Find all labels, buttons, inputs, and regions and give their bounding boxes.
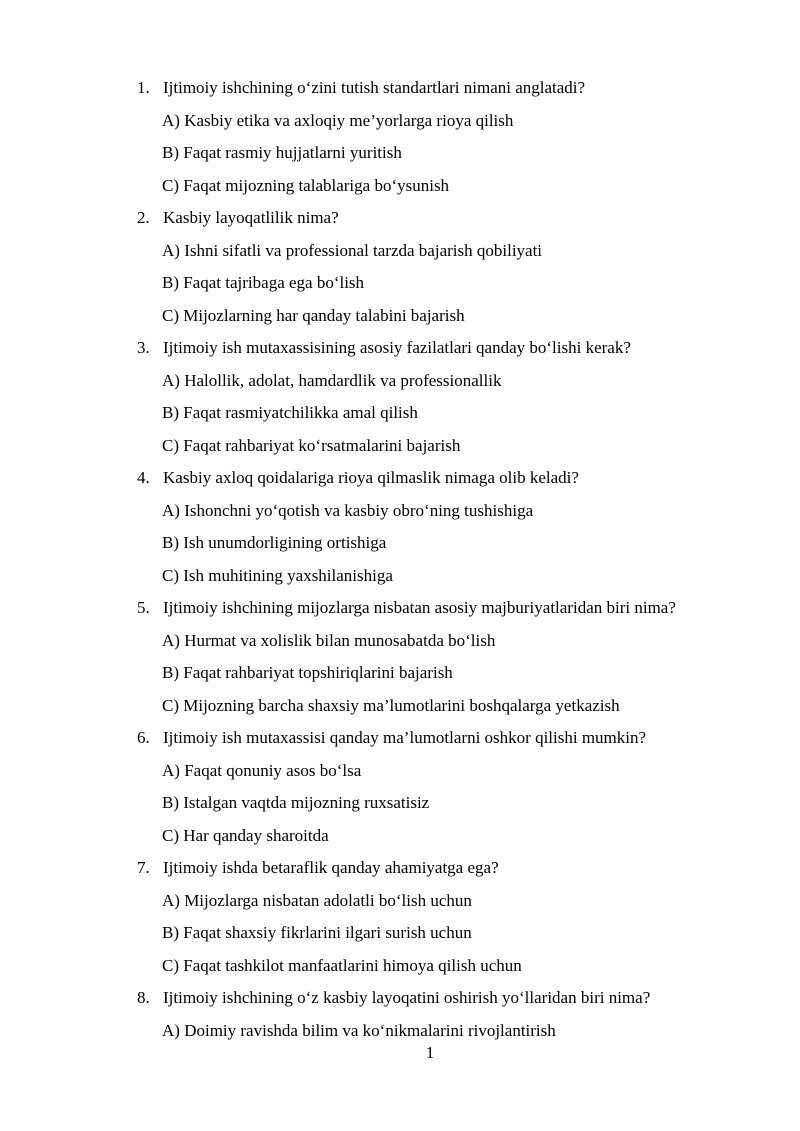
answer-option: C) Faqat rahbariyat ko‘rsatmalarini bajarish: [162, 435, 461, 455]
answer-option: C) Ish muhitining yaxshilanishiga: [162, 565, 393, 585]
question-number: 2.: [137, 208, 150, 227]
question-text: Ijtimoiy ish mutaxassisi qanday ma’lumotlarni oshkor qilishi mumkin?: [163, 728, 647, 747]
question-text: Ijtimoiy ishchining o‘z kasbiy layoqatini oshirish yo‘llaridan biri nima?: [163, 988, 651, 1007]
question-number: 8.: [137, 988, 150, 1007]
answer-option: A) Kasbiy etika va axloqiy me’yorlarga rioya qilish: [162, 110, 514, 130]
question-line: [0, 336, 800, 369]
answer-option: B) Faqat rasmiy hujjatlarni yuritish: [162, 143, 402, 162]
question-text: Ijtimoiy ishchining o‘zini tutish standartlari nimani anglatadi?: [163, 78, 586, 97]
question-line: [0, 76, 800, 109]
question-item: [0, 466, 800, 596]
answer-option: B) Faqat shaxsiy fikrlarini ilgari surish uchun: [162, 923, 472, 942]
answer-option: A) Ishni sifatli va professional tarzda bajarish qobiliyati: [162, 240, 543, 260]
question-line: [0, 466, 800, 499]
question-text: Ijtimoiy ish mutaxassisining asosiy fazilatlari qanday bo‘lishi kerak?: [163, 338, 631, 357]
question-text: Kasbiy layoqatlilik nima?: [163, 208, 339, 227]
answer-option: C) Mijozlarning har qanday talabini bajarish: [162, 305, 465, 325]
answer-option: A) Faqat qonuniy asos bo‘lsa: [162, 760, 362, 780]
answer-option: A) Doimiy ravishda bilim va ko‘nikmalarini rivojlantirish: [162, 1020, 556, 1040]
question-item: [0, 596, 800, 726]
question-number: 3.: [137, 338, 150, 357]
question-list: [0, 76, 800, 1051]
question-line: [0, 986, 800, 1019]
question-item: [0, 856, 800, 986]
question-number: 4.: [137, 468, 150, 487]
answer-option: B) Faqat rahbariyat topshiriqlarini bajarish: [162, 663, 453, 682]
answer-option: A) Mijozlarga nisbatan adolatli bo‘lish uchun: [162, 890, 472, 910]
answer-option: C) Faqat tashkilot manfaatlarini himoya qilish uchun: [162, 955, 522, 975]
question-text: Kasbiy axloq qoidalariga rioya qilmaslik nimaga olib keladi?: [163, 468, 579, 487]
answer-option: B) Ish unumdorligining ortishiga: [162, 533, 387, 552]
page-number: 1: [425, 1043, 435, 1062]
question-item: [0, 336, 800, 466]
question-line: [0, 206, 800, 239]
question-number: 5.: [137, 598, 150, 617]
question-item: [0, 76, 800, 206]
question-line: [0, 596, 800, 629]
answer-option: C) Mijozning barcha shaxsiy ma’lumotlarini boshqalarga yetkazish: [162, 695, 620, 715]
answer-option: B) Faqat rasmiyatchilikka amal qilish: [162, 403, 418, 422]
answer-option: A) Ishonchni yo‘qotish va kasbiy obro‘ning tushishiga: [162, 500, 534, 520]
answer-option: A) Halollik, adolat, hamdardlik va professionallik: [162, 370, 502, 390]
answer-option: B) Faqat tajribaga ega bo‘lish: [162, 273, 365, 292]
question-line: [0, 726, 800, 759]
question-line: [0, 856, 800, 889]
question-number: 7.: [137, 858, 150, 877]
answer-option: C) Faqat mijozning talablariga bo‘ysunish: [162, 175, 450, 195]
question-item: [0, 726, 800, 856]
answer-option: C) Har qanday sharoitda: [162, 825, 329, 845]
question-number: 6.: [137, 728, 150, 747]
answer-option: B) Istalgan vaqtda mijozning ruxsatisiz: [162, 793, 430, 812]
question-text: Ijtimoiy ishda betaraflik qanday ahamiyatga ega?: [163, 858, 499, 877]
question-text: Ijtimoiy ishchining mijozlarga nisbatan asosiy majburiyatlaridan biri nima?: [163, 598, 676, 617]
answer-option: A) Hurmat va xolislik bilan munosabatda bo‘lish: [162, 630, 496, 650]
question-item: [0, 206, 800, 336]
question-number: 1.: [137, 78, 150, 97]
